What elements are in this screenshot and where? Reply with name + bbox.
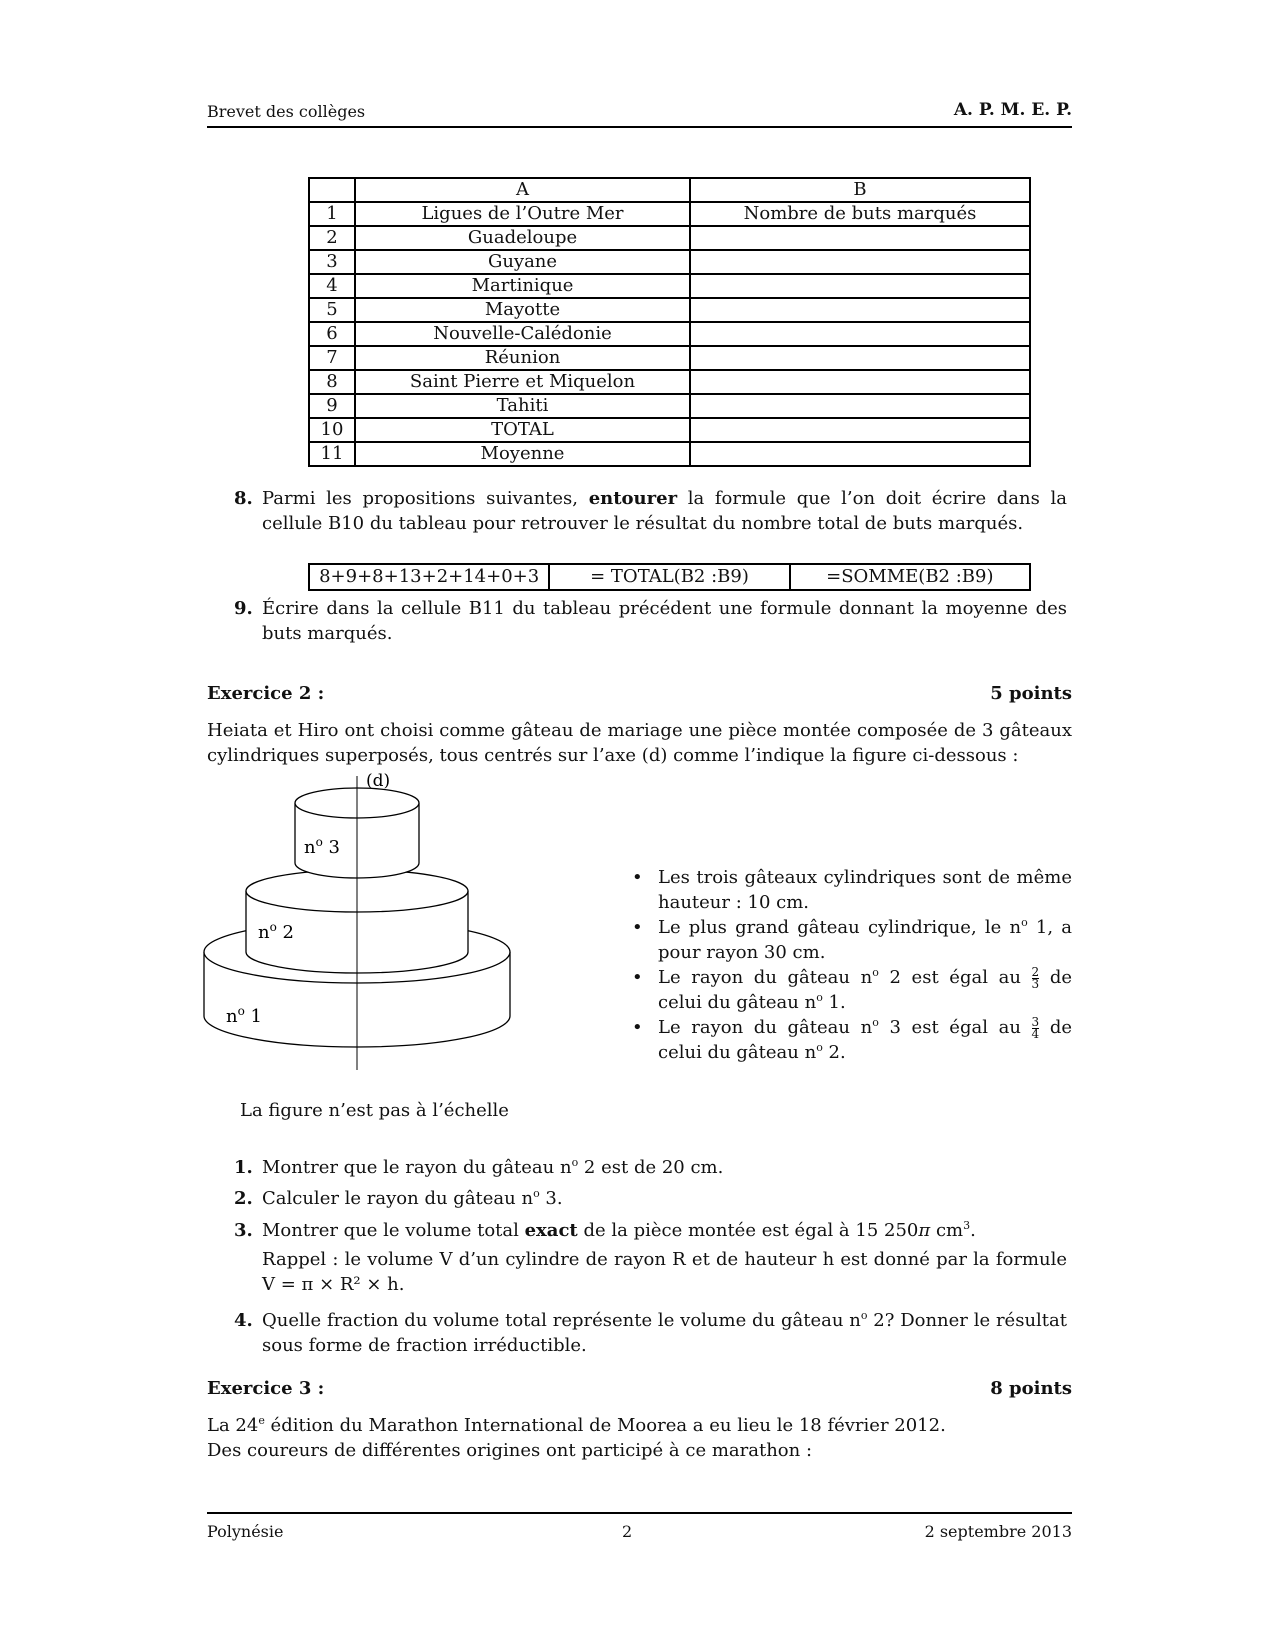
formula-choices-table	[308, 563, 1031, 591]
header-right: A. P. M. E. P.	[953, 100, 1072, 120]
row-number: 4	[309, 274, 355, 298]
exercise-points: 8 points	[990, 1378, 1072, 1399]
table-cell: Martinique	[355, 274, 690, 298]
formula-choice[interactable]: =SOMME(B2 :B9)	[790, 564, 1030, 590]
table-row	[309, 298, 1030, 322]
cake-3-label: $n^o$ 3	[304, 835, 341, 858]
exercise-3-line-2: Des coureurs de différentes origines ont participé à ce marathon :	[207, 1440, 813, 1461]
table-row	[309, 418, 1030, 442]
axis-label: (d)	[366, 771, 391, 791]
question-number: 3.	[234, 1220, 253, 1241]
text: Parmi les propositions suivantes,	[262, 488, 589, 509]
table-cell[interactable]	[690, 346, 1030, 370]
table-row	[309, 322, 1030, 346]
page-number: 2	[622, 1522, 633, 1541]
row-number: 11	[309, 442, 355, 466]
row-number: 2	[309, 226, 355, 250]
row-number: 7	[309, 346, 355, 370]
question-text: Montrer que le rayon du gâteau $n^o$ 2 est de 20 cm.	[262, 1156, 724, 1178]
exercise-2-intro: Heiata et Hiro ont choisi comme gâteau de mariage une pièce montée composée de 3 gâteaux cylindriques superposés, tous centrés sur l’axe (d) comme l’indique la figure ci-dessous :	[207, 720, 1072, 766]
fraction: $\frac{3}{4}$	[1031, 1014, 1040, 1041]
table-cell: Guyane	[355, 250, 690, 274]
question-number: 4.	[234, 1310, 253, 1331]
cake-facts-list	[630, 865, 1072, 1065]
question-number: 2.	[234, 1188, 253, 1209]
table-row	[309, 250, 1030, 274]
table-cell: Tahiti	[355, 394, 690, 418]
rappel-text: Rappel : le volume V d’un cylindre de rayon R et de hauteur h est donné par la formule V = π × R² × h.	[262, 1249, 1067, 1295]
table-cell: Réunion	[355, 346, 690, 370]
figure-caption: La figure n’est pas à l’échelle	[240, 1100, 509, 1121]
table-cell[interactable]	[690, 370, 1030, 394]
exercise-title: Exercice 2 :	[207, 683, 325, 704]
table-row	[309, 370, 1030, 394]
row-number: 8	[309, 370, 355, 394]
exercise-2-title	[207, 683, 1072, 704]
page-footer	[207, 1512, 1072, 1544]
table-row	[309, 442, 1030, 466]
table-cell[interactable]	[690, 250, 1030, 274]
row-number: 10	[309, 418, 355, 442]
cake-1-label: $n^o$ 1	[226, 1004, 263, 1027]
table-cell: Mayotte	[355, 298, 690, 322]
row-number: 6	[309, 322, 355, 346]
table-cell[interactable]	[690, 442, 1030, 466]
list-item: • Le rayon du gâteau $n^o$ 2 est égal au $\frac{2}{3}$ de celui du gâteau $n^o$ 1.	[632, 964, 1072, 1013]
exercise-3-title	[207, 1378, 1072, 1399]
table-row	[309, 274, 1030, 298]
question-text	[262, 486, 1067, 536]
table-cell[interactable]	[690, 298, 1030, 322]
spreadsheet-table	[308, 177, 1031, 467]
table-row	[309, 226, 1030, 250]
text: la formule que l’on doit écrire dans la cellule B10 du tableau pour retrouver le résultat du nombre total de buts marqués.	[262, 488, 1067, 534]
table-row	[309, 346, 1030, 370]
cake-figure	[200, 768, 530, 1093]
question-number: 9.	[234, 598, 253, 619]
row-number: 1	[309, 202, 355, 226]
table-cell[interactable]	[690, 322, 1030, 346]
table-row	[309, 202, 1030, 226]
question-number: 1.	[234, 1157, 253, 1178]
header-left: Brevet des collèges	[207, 102, 366, 121]
table-cell: Nouvelle-Calédonie	[355, 322, 690, 346]
bold-text: entourer	[588, 488, 678, 509]
footer-left: Polynésie	[207, 1522, 284, 1541]
question-number: 8.	[234, 488, 253, 509]
question-text: Quelle fraction du volume total représente le volume du gâteau $n^o$ 2? Donner le résultat sous forme de fraction irréductible.	[262, 1309, 1067, 1356]
table-cell[interactable]	[690, 418, 1030, 442]
question-text: Écrire dans la cellule B11 du tableau précédent une formule donnant la moyenne des buts marqués.	[262, 598, 1067, 644]
column-header: A	[355, 178, 690, 202]
row-number: 9	[309, 394, 355, 418]
table-cell[interactable]	[690, 226, 1030, 250]
table-cell[interactable]	[690, 394, 1030, 418]
row-number: 5	[309, 298, 355, 322]
table-cell: Guadeloupe	[355, 226, 690, 250]
table-cell: Moyenne	[355, 442, 690, 466]
footer-right: 2 septembre 2013	[924, 1522, 1072, 1541]
spreadsheet-header-row	[309, 178, 1030, 202]
list-item: • Le rayon du gâteau $n^o$ 3 est égal au $\frac{3}{4}$ de celui du gâteau $n^o$ 2.	[632, 1014, 1072, 1063]
page-header	[207, 100, 1072, 128]
column-header	[309, 178, 355, 202]
table-row	[309, 394, 1030, 418]
table-cell: Ligues de l’Outre Mer	[355, 202, 690, 226]
exercise-title: Exercice 3 :	[207, 1378, 325, 1399]
table-cell: TOTAL	[355, 418, 690, 442]
question-text: Montrer que le volume total exact de la pièce montée est égal à 15 250π $cm^3$.	[262, 1219, 976, 1241]
table-cell: Saint Pierre et Miquelon	[355, 370, 690, 394]
formula-choice[interactable]: 8+9+8+13+2+14+0+3	[309, 564, 549, 590]
question-text: Calculer le rayon du gâteau $n^o$ 3.	[262, 1187, 563, 1209]
list-item: • Le plus grand gâteau cylindrique, le $n^o$ 1, a pour rayon 30 cm.	[632, 916, 1072, 963]
table-cell[interactable]: Nombre de buts marqués	[690, 202, 1030, 226]
cake-2-label: $n^o$ 2	[258, 920, 295, 943]
column-header: B	[690, 178, 1030, 202]
formula-choice[interactable]: = TOTAL(B2 :B9)	[549, 564, 789, 590]
exercise-3-line-1: La 24e édition du Marathon International de Moorea a eu lieu le 18 février 2012.	[207, 1414, 946, 1436]
exercise-points: 5 points	[990, 683, 1072, 704]
table-cell[interactable]	[690, 274, 1030, 298]
list-item: • Les trois gâteaux cylindriques sont de même hauteur : 10 cm.	[632, 867, 1072, 913]
fraction: $\frac{2}{3}$	[1031, 964, 1040, 991]
row-number: 3	[309, 250, 355, 274]
